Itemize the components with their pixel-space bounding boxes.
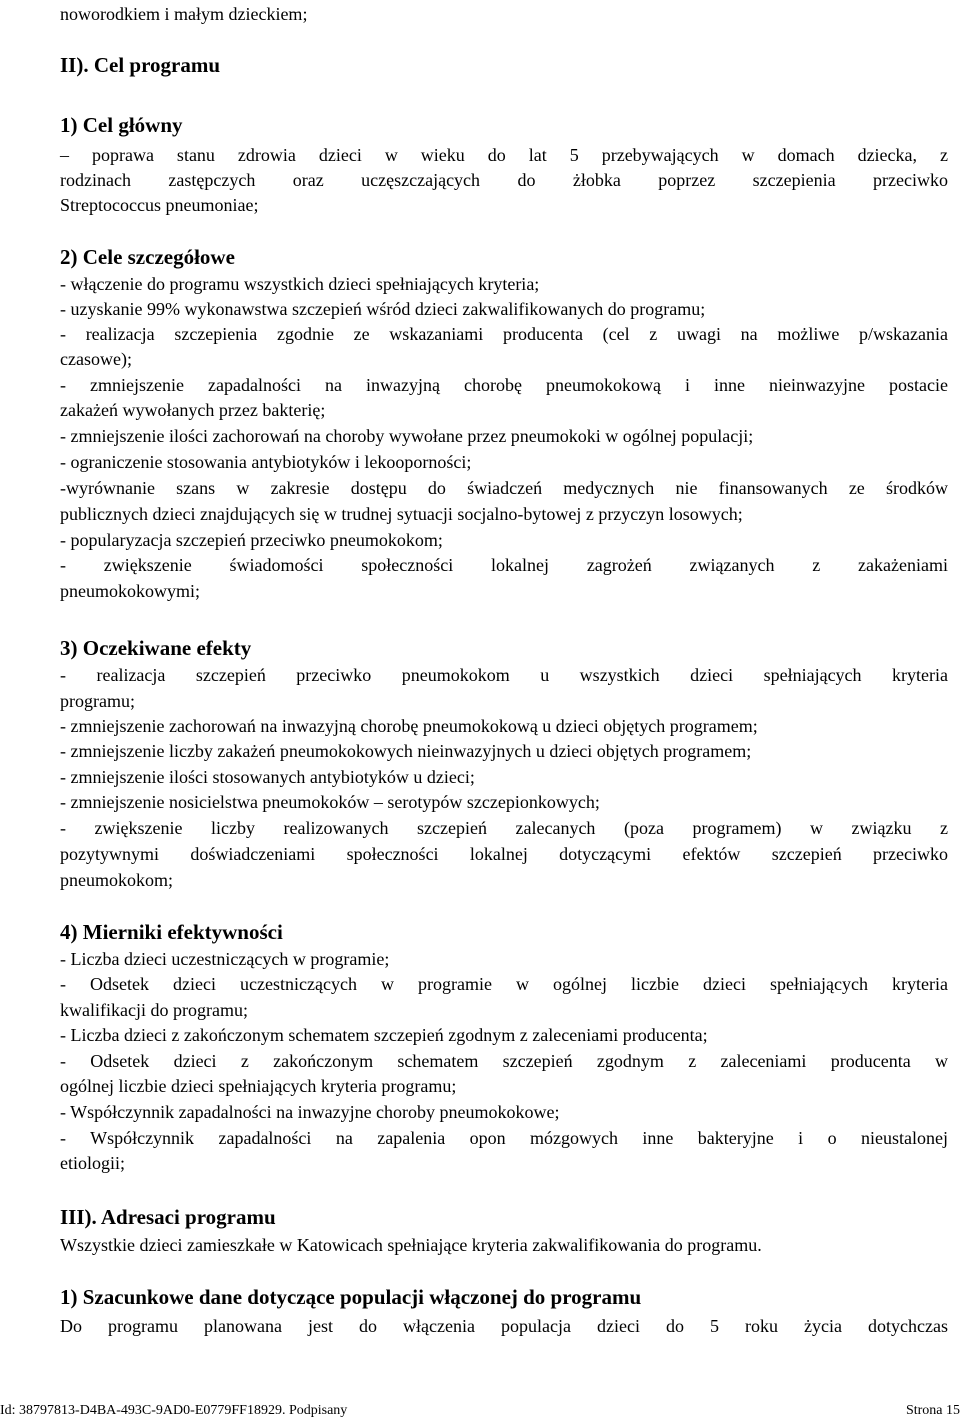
expected-effect-item: - zmniejszenie liczby zakażeń pneumokokowych nieinwazyjnych u dzieci objętych programem; xyxy=(60,741,752,761)
measure-item: kwalifikacji do programu; xyxy=(60,1000,248,1020)
detailed-goal-item: zakażeń wywołanych przez bakterię; xyxy=(60,400,326,420)
section-3-title: III). Adresaci programu xyxy=(60,1205,276,1229)
detailed-goal-item: czasowe); xyxy=(60,349,132,369)
expected-effect-item: - zmniejszenie ilości stosowanych antybiotyków u dzieci; xyxy=(60,767,475,787)
expected-effect-item: - realizacja szczepień przeciwko pneumokokom u wszystkich dzieci spełniających kryteria xyxy=(60,665,948,685)
population-heading: 1) Szacunkowe dane dotyczące populacji włączonej do programu xyxy=(60,1285,642,1309)
footer-document-id: Id: 38797813-D4BA-493C-9AD0-E0779FF18929. Podpisany xyxy=(0,1403,348,1418)
detailed-goal-item: - zmniejszenie zapadalności na inwazyjną chorobę pneumokokową i inne nieinwazyjne postacie xyxy=(60,375,948,395)
detailed-goal-item: - włączenie do programu wszystkich dzieci spełniających kryteria; xyxy=(60,274,540,294)
expected-effect-item: pneumokokom; xyxy=(60,870,173,890)
population-text: Do programu planowana jest do włączenia populacja dzieci do 5 roku życia dotychczas xyxy=(60,1316,948,1336)
measure-item: - Współczynnik zapadalności na inwazyjne choroby pneumokokowe; xyxy=(60,1102,560,1122)
effectiveness-measures-heading: 4) Mierniki efektywności xyxy=(60,920,283,944)
detailed-goal-item: publicznych dzieci znajdujących się w trudnej sytuacji socjalno-bytowej z przyczyn losowych; xyxy=(60,504,743,524)
measure-item: etiologii; xyxy=(60,1153,125,1173)
section-3-text: Wszystkie dzieci zamieszkałe w Katowicach spełniające kryteria zakwalifikowania do programu. xyxy=(60,1235,762,1255)
intro-text: noworodkiem i małym dzieckiem; xyxy=(60,4,308,24)
measure-item: - Liczba dzieci uczestniczących w programie; xyxy=(60,949,390,969)
measure-item: - Współczynnik zapadalności na zapalenia opon mózgowych inne bakteryjne i o nieustalonej xyxy=(60,1128,948,1148)
detailed-goal-item: - uzyskanie 99% wykonawstwa szczepień wśród dzieci zakwalifikowanych do programu; xyxy=(60,299,706,319)
detailed-goal-item: - realizacja szczepienia zgodnie ze wskazaniami producenta (cel z uwagi na możliwe p/wskazania xyxy=(60,324,948,344)
detailed-goal-item: - zmniejszenie ilości zachorowań na choroby wywołane przez pneumokoki w ogólnej populacji; xyxy=(60,426,754,446)
footer-page-number: Strona 15 xyxy=(905,1403,960,1418)
expected-effect-item: pozytywnymi doświadczeniami społeczności lokalnej dotyczącymi efektów szczepień przeciwko xyxy=(60,844,948,864)
main-goal-line: – poprawa stanu zdrowia dzieci w wieku do lat 5 przebywających w domach dziecka, z xyxy=(60,145,948,165)
main-goal-line: rodzinach zastępczych oraz uczęszczających do żłobka poprzez szczepienia przeciwko xyxy=(60,170,948,190)
detailed-goals-heading: 2) Cele szczegółowe xyxy=(60,245,235,269)
detailed-goal-item: - ograniczenie stosowania antybiotyków i lekooporności; xyxy=(60,452,472,472)
detailed-goal-item: pneumokokowymi; xyxy=(60,581,200,601)
expected-effect-item: - zmniejszenie nosicielstwa pneumokoków – serotypów szczepionkowych; xyxy=(60,792,600,812)
expected-effects-heading: 3) Oczekiwane efekty xyxy=(60,636,252,660)
section-2-title: II). Cel programu xyxy=(60,53,221,77)
measure-item: - Liczba dzieci z zakończonym schematem szczepień zgodnym z zaleceniami producenta; xyxy=(60,1025,708,1045)
detailed-goal-item: - popularyzacja szczepień przeciwko pneumokokom; xyxy=(60,530,443,550)
measure-item: - Odsetek dzieci z zakończonym schematem szczepień zgodnym z zaleceniami producenta w xyxy=(60,1051,948,1071)
main-goal-line: Streptococcus pneumoniae; xyxy=(60,195,259,215)
expected-effect-item: - zwiększenie liczby realizowanych szczepień zalecanych (poza programem) w związku z xyxy=(60,818,948,838)
measure-item: ogólnej liczbie dzieci spełniających kryteria programu; xyxy=(60,1076,457,1096)
main-goal-heading: 1) Cel główny xyxy=(60,113,183,137)
measure-item: - Odsetek dzieci uczestniczących w programie w ogólnej liczbie dzieci spełniających kryteria xyxy=(60,974,948,994)
expected-effect-item: - zmniejszenie zachorowań na inwazyjną chorobę pneumokokową u dzieci objętych programem; xyxy=(60,716,758,736)
detailed-goal-item: - zwiększenie świadomości społeczności lokalnej zagrożeń związanych z zakażeniami xyxy=(60,555,948,575)
expected-effect-item: programu; xyxy=(60,691,135,711)
detailed-goal-item: -wyrównanie szans w zakresie dostępu do świadczeń medycznych nie finansowanych ze środków xyxy=(60,478,948,498)
